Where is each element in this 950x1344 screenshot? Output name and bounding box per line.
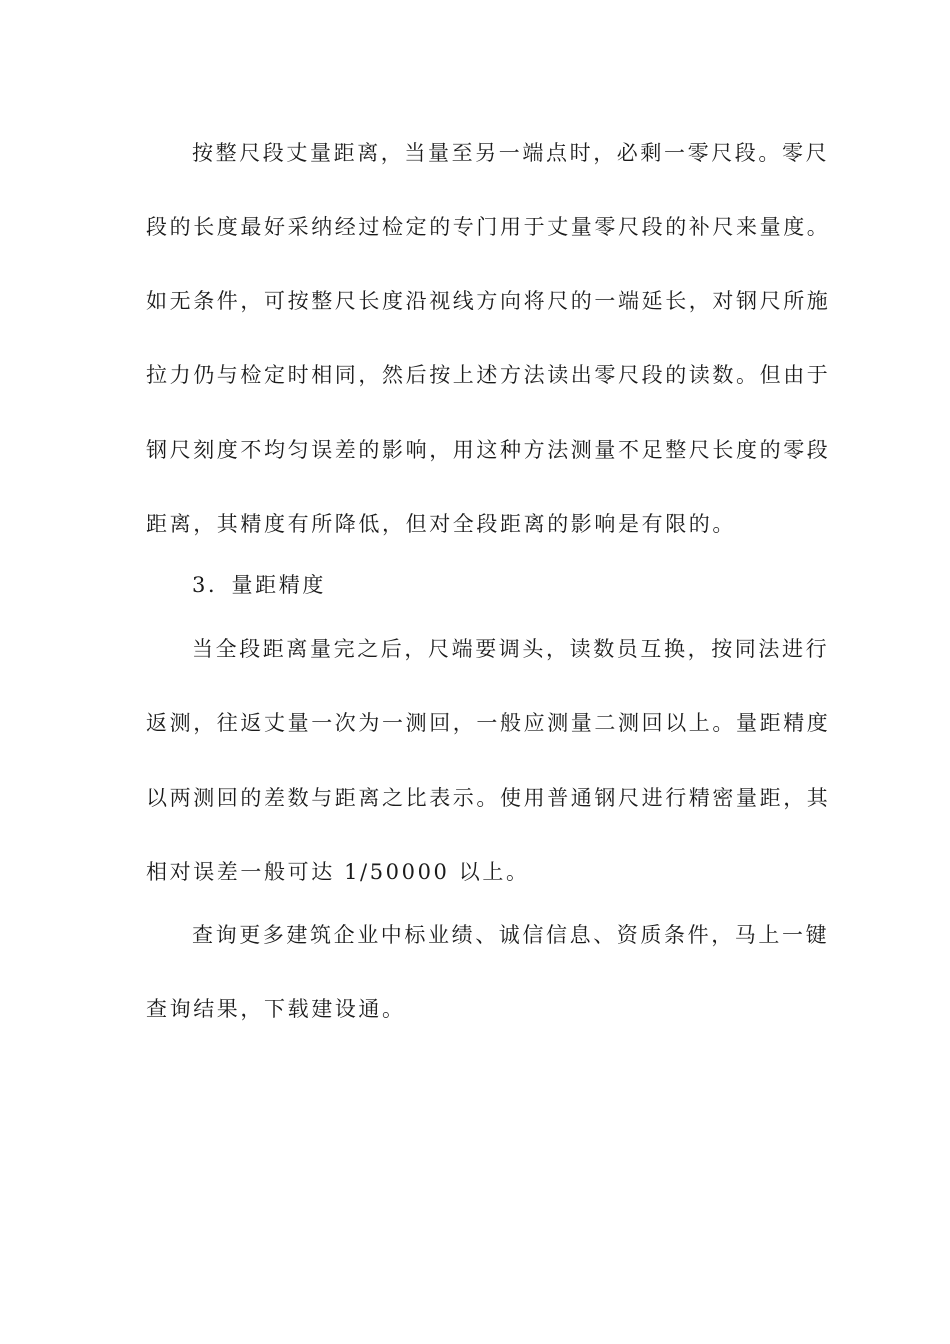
paragraph-1-line-2: 段的长度最好采纳经过检定的专门用于丈量零尺段的补尺来量度。 [146,215,831,239]
paragraph-2-line-4: 相对误差一般可达 1/50000 以上。 [146,860,530,884]
paragraph-3-line-1: 查询更多建筑企业中标业绩、诚信信息、资质条件，马上一键 [192,923,830,947]
paragraph-3-line-2: 查询结果，下载建设通。 [146,997,406,1021]
paragraph-1-line-4: 拉力仍与检定时相同，然后按上述方法读出零尺段的读数。但由于 [146,363,831,387]
paragraph-1-line-1: 按整尺段丈量距离，当量至另一端点时，必剩一零尺段。零尺 [192,141,830,165]
paragraph-2-line-3: 以两测回的差数与距离之比表示。使用普通钢尺进行精密量距，其 [146,786,831,810]
paragraph-2-line-2: 返测，往返丈量一次为一测回，一般应测量二测回以上。量距精度 [146,711,831,735]
paragraph-1-line-3: 如无条件，可按整尺长度沿视线方向将尺的一端延长，对钢尺所施 [146,289,831,313]
paragraph-2-line-1: 当全段距离量完之后，尺端要调头，读数员互换，按同法进行 [192,637,830,661]
section-heading: 3．量距精度 [192,573,326,597]
paragraph-1-line-5: 钢尺刻度不均匀误差的影响，用这种方法测量不足整尺长度的零段 [146,438,831,462]
paragraph-1-line-6: 距离，其精度有所降低，但对全段距离的影响是有限的。 [146,512,736,536]
